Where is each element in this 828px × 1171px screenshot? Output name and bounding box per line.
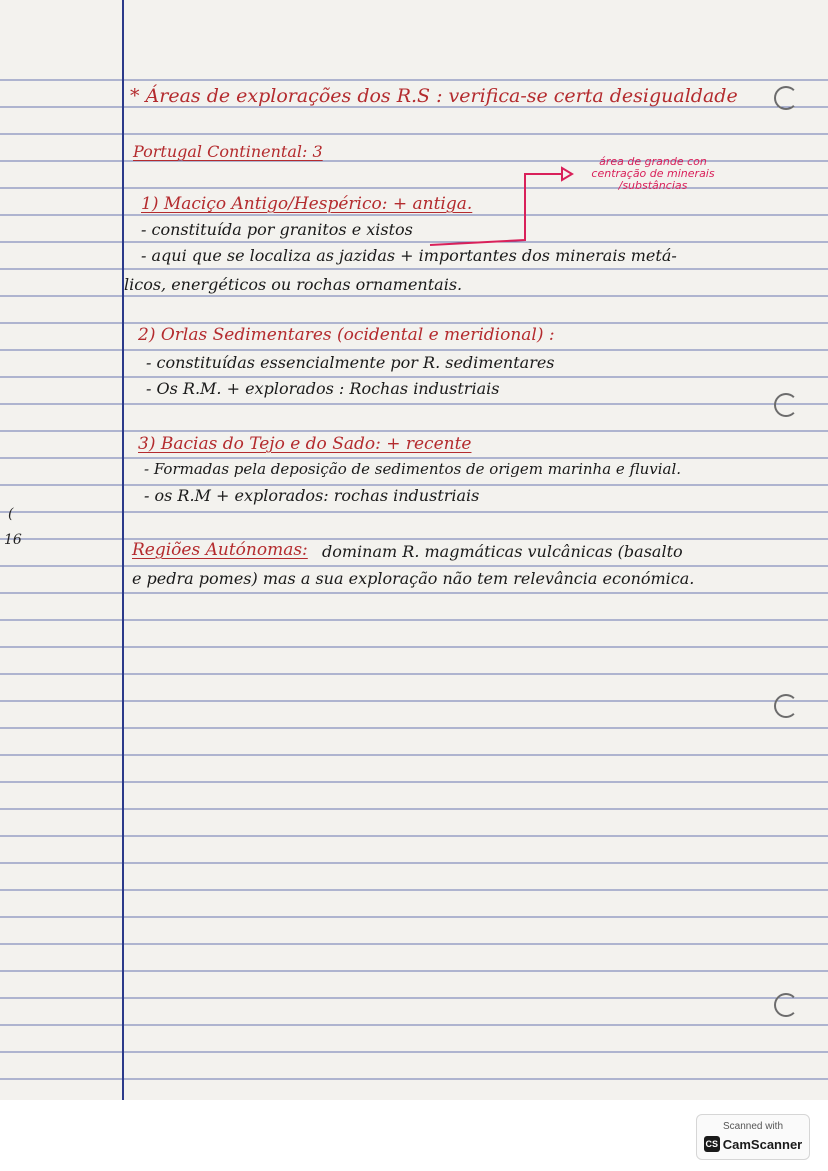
scanner-app-name: CamScanner: [722, 1136, 803, 1152]
autonomous-title: Regiões Autónomas:: [132, 540, 308, 560]
binder-ring-icon: [774, 993, 798, 1017]
section1-line: - constituída por granitos e xistos: [141, 220, 413, 239]
margin-line: [122, 0, 124, 1100]
margin-mark: 16: [4, 532, 22, 548]
annotation-line: área de grande con: [599, 155, 707, 168]
section2-line: - Os R.M. + explorados : Rochas industriais: [146, 379, 500, 398]
margin-annotation: [568, 156, 738, 192]
scanner-watermark: [696, 1114, 810, 1160]
autonomous-line: dominam R. magmáticas vulcânicas (basalto: [322, 542, 683, 561]
scanner-caption: Scanned with: [722, 1121, 784, 1132]
binder-ring-icon: [774, 393, 798, 417]
section1-line: - aqui que se localiza as jazidas + importantes dos minerais metá-: [141, 246, 677, 265]
binder-ring-icon: [774, 694, 798, 718]
annotation-line: centração de minerais: [591, 167, 715, 180]
binder-ring-icon: [774, 86, 798, 110]
margin-mark: (: [8, 506, 14, 522]
section3-title: 3) Bacias do Tejo e do Sado: + recente: [138, 434, 472, 454]
section1-line: licos, energéticos ou rochas ornamentais.: [124, 275, 463, 294]
camscanner-logo-icon: CS: [704, 1136, 720, 1152]
section1-title: 1) Maciço Antigo/Hespérico: + antiga.: [141, 194, 473, 214]
autonomous-line: e pedra pomes) mas a sua exploração não tem relevância económica.: [132, 569, 695, 588]
section2-line: - constituídas essencialmente por R. sedimentares: [146, 353, 555, 372]
section3-line: - os R.M + explorados: rochas industriais: [144, 486, 480, 505]
section3-line: - Formadas pela deposição de sedimentos de origem marinha e fluvial.: [144, 460, 682, 478]
notes-subheading: Portugal Continental: 3: [133, 142, 323, 161]
notes-heading: * Áreas de explorações dos R.S : verifica-se certa desigualdade: [130, 85, 738, 107]
annotation-line: /substâncias: [618, 179, 688, 192]
section2-title: 2) Orlas Sedimentares (ocidental e meridional) :: [138, 325, 555, 345]
